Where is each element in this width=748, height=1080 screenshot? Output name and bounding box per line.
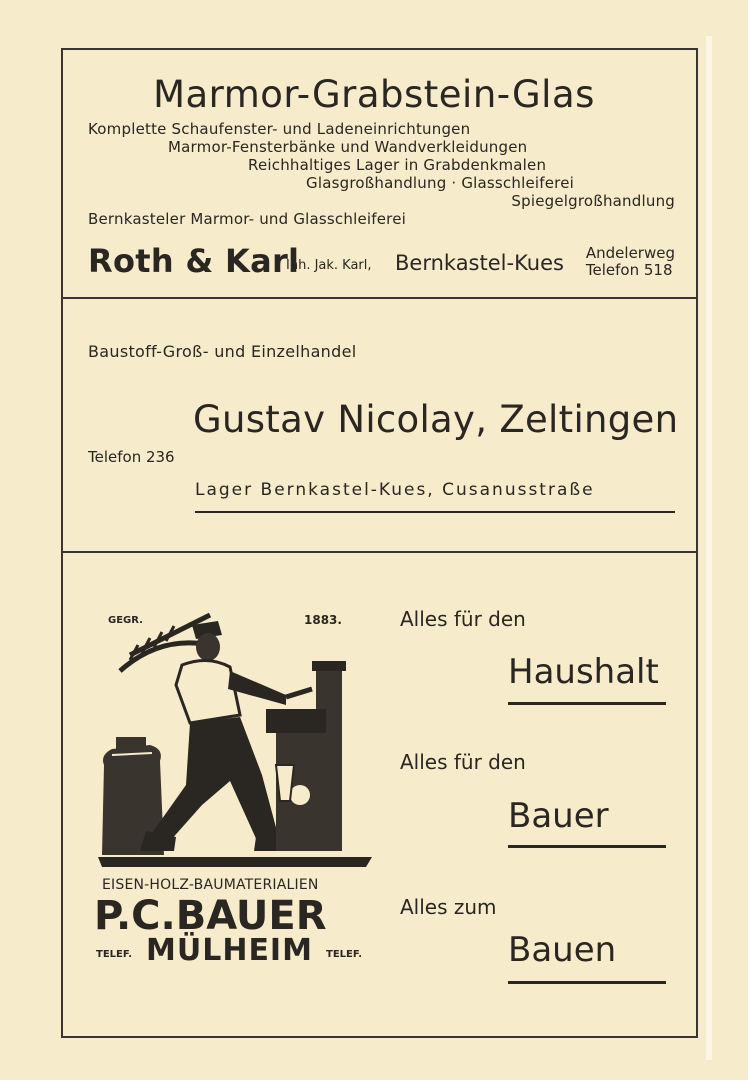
service-line-4: Glasgroßhandlung · Glasschleiferei	[306, 174, 574, 192]
slogan-2-big: Bauer	[508, 796, 609, 836]
service-line-6: Bernkasteler Marmor- und Glasschleiferei	[88, 210, 406, 228]
service-line-3: Reichhaltiges Lager in Grabdenkmalen	[248, 156, 547, 174]
town-logo: MÜLHEIM	[146, 933, 313, 968]
founded-year: 1883.	[304, 613, 342, 627]
bauer-poster	[90, 605, 380, 975]
founded-label: GEGR.	[108, 615, 143, 626]
marmor-title: Marmor-Grabstein-Glas	[153, 73, 595, 116]
slogan-1-underline	[508, 702, 666, 705]
city-name: Bernkastel-Kues	[395, 251, 564, 275]
address-block	[586, 245, 675, 279]
service-line-1: Komplette Schaufenster- und Ladeneinrichtungen	[88, 120, 471, 138]
nicolay-phone: Telefon 236	[88, 448, 175, 466]
lager-underline	[195, 511, 675, 513]
page-edge	[706, 36, 712, 1060]
tel-right: TELEF.	[326, 949, 363, 960]
tel-left: TELEF.	[96, 949, 133, 960]
service-line-2: Marmor-Fensterbänke und Wandverkleidungen	[168, 138, 528, 156]
slogan-2-underline	[508, 845, 666, 848]
materials-label: EISEN-HOLZ-BAUMATERIALIEN	[102, 877, 319, 893]
divider-2	[61, 551, 698, 553]
slogan-1-small: Alles für den	[400, 607, 526, 631]
slogan-1-big: Haushalt	[508, 652, 659, 692]
divider-1	[61, 297, 698, 299]
nicolay-lager: Lager Bernkastel-Kues, Cusanusstraße	[195, 480, 595, 500]
slogan-2-small: Alles für den	[400, 750, 526, 774]
owner-name: Inh. Jak. Karl,	[286, 258, 372, 273]
slogan-3-small: Alles zum	[400, 895, 497, 919]
phone-number: Telefon 518	[585, 261, 673, 279]
street-address: Andelerweg	[585, 244, 675, 262]
company-logo: P.C.BAUER	[94, 893, 327, 939]
slogan-3-underline	[508, 981, 666, 984]
service-line-5: Spiegelgroßhandlung	[511, 192, 675, 210]
roth-karl-brand: Roth & Karl	[88, 242, 300, 280]
nicolay-subtitle: Baustoff-Groß- und Einzelhandel	[88, 342, 357, 361]
nicolay-name: Gustav Nicolay, Zeltingen	[193, 398, 679, 441]
slogan-3-big: Bauen	[508, 930, 617, 970]
